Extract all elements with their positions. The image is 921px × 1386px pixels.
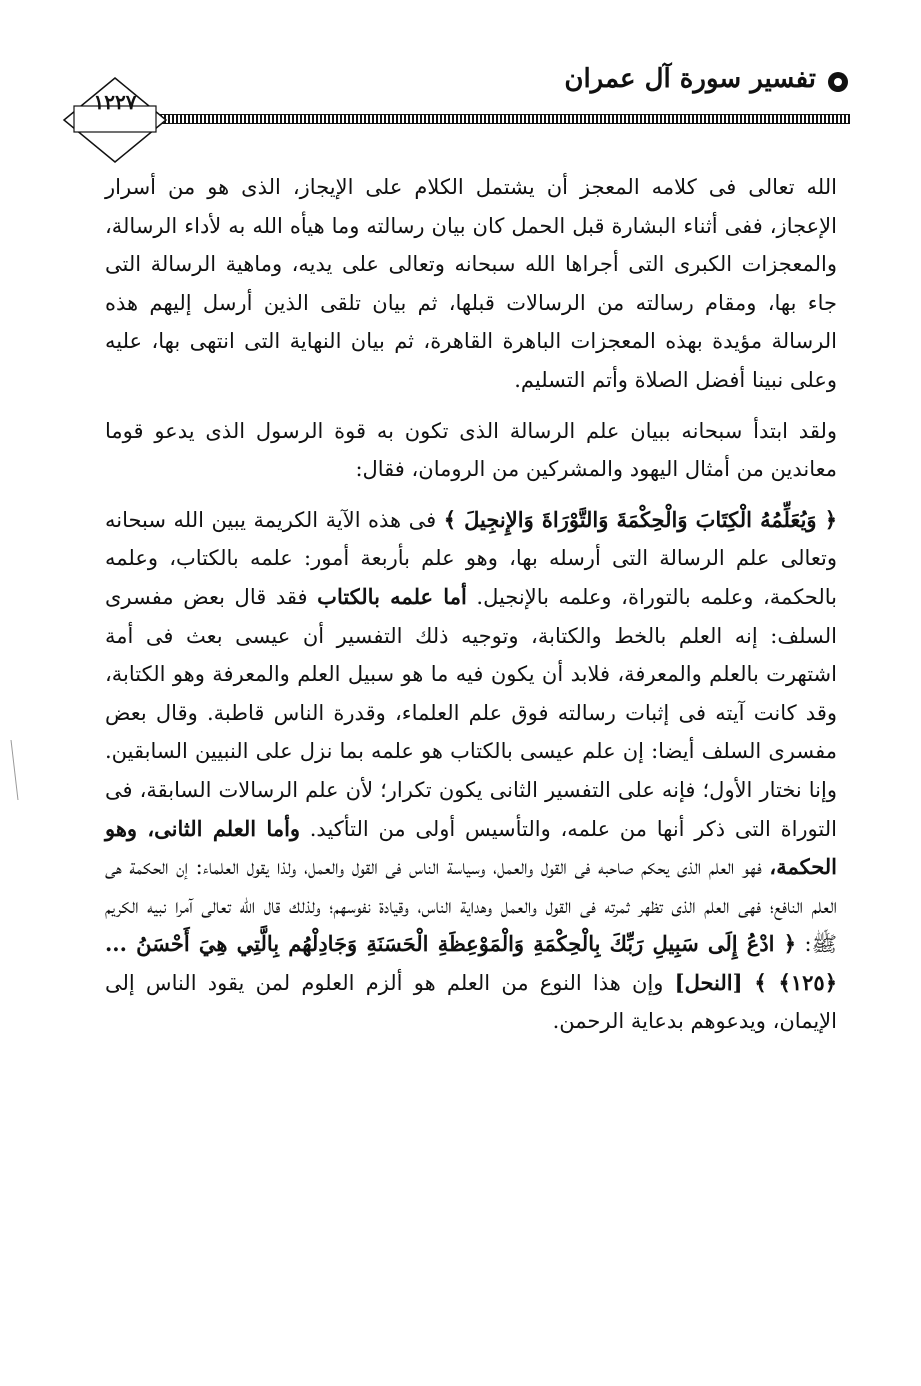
surah-title: تفسير سورة آل عمران: [564, 64, 816, 94]
margin-mark: [8, 740, 22, 800]
paragraph: [105, 412, 837, 489]
paragraph: [105, 168, 837, 400]
page-header: [60, 60, 850, 170]
body-segment: فى هذه الآية الكريمة يبين الله سبحانه وتعالى علم الرسالة التى أرسله بها، وهو علم بأربعة أمور: علمه بالكتاب، وعلمه بالحكمة، وعلمه بالتوراة، وعلمه بالإنجيل.: [105, 507, 837, 609]
emphasis-text: أما علمه بالكتاب: [317, 583, 467, 609]
body-segment: فهو العلم الذى يحكم صاحبه فى القول والعمل، وسياسة الناس فى القول والعمل، ولذا يقول العلماء: إن الحكمة هى العلم النافع؛ فهى العلم الذى تظهر ثمرته فى القول والعمل وهداية الناس، وقيادة نفوسهم؛ ولذلك قال الله تعالى آمرا نبيه الكريم ﷺ:: [105, 855, 837, 957]
body-segment: فقد قال بعض مفسرى السلف: إنه العلم بالخط والكتابة، وتوجيه ذلك التفسير أن عيسى بعث فى أمة اشتهرت بالعلم والمعرفة، فلابد أن يكون فيه ما هو سبيل العلم والمعرفة وهو الكتابة، وقد كانت آيته فى إثبات رسالته فوق علم العلماء، وقدرة الناس قاطبة. وقال بعض مفسرى السلف أيضا: إن علم عيسى بالكتاب هو علمه بما نزل على النبيين السابقين. وإنا نختار الأول؛ فإنه على التفسير الثانى يكون تكرار؛ لأن علم الرسالات السابقة، فى التوراة التى ذكر أنها من علمه، والتأسيس أولى من التأكيد.: [105, 584, 837, 841]
body-segment: وإن هذا النوع من العلم هو ألزم العلوم لمن يقود الناس إلى الإيمان، ويدعوهم بدعاية الرحمن.: [105, 970, 837, 1034]
emphasis-text: وأما العلم الثانى، وهو الحكمة،: [105, 815, 837, 880]
body-segment: الله تعالى فى كلامه المعجز أن يشتمل الكلام على الإيجاز، الذى هو من أسرار الإعجاز، ففى أثناء البشارة قبل الحمل كان بيان رسالته وما هيأه الله به لأداء الرسالة، والمعجزات الكبرى التى أجراها الله سبحانه وتعالى على يديه، وماهية الرسالة التى جاء بها، ومقام رسالته من الرسالات قبلها، ثم بيان تلقى الذين أرسل إليهم هذه الرسالة مؤيدة بهذه المعجزات الباهرة القاهرة، ثم بيان النهاية التى انتهى بها، عليه وعلى نبينا أفضل الصلاة وأتم التسليم.: [105, 175, 837, 392]
header-rule: [156, 114, 850, 124]
ornament-icon: [826, 70, 850, 94]
body-segment: ولقد ابتدأ سبحانه ببيان علم الرسالة الذى تكون به قوة الرسول الذى يدعو قوما معاندين من أمثال اليهود والمشركين من الرومان، فقال:: [105, 418, 837, 482]
body-text: [105, 168, 837, 1053]
paragraph: [105, 501, 837, 1041]
page-number: ١٢٢٧: [93, 90, 137, 114]
emphasis-text: [النحل]: [674, 969, 755, 995]
quran-verse: ﴿ ادْعُ إِلَى سَبِيلِ رَبِّكَ بِالْحِكْمَةِ وَالْمَوْعِظَةِ الْحَسَنَةِ وَجَادِلْهُم بِالَّتِي هِيَ أَحْسَنُ ... ﴿١٢٥﴾ ﴾: [105, 931, 838, 995]
quran-verse: ﴿ وَيُعَلِّمُهُ الْكِتَابَ وَالْحِكْمَةَ وَالتَّوْرَاةَ وَالإِنجِيلَ ﴾: [443, 506, 837, 532]
